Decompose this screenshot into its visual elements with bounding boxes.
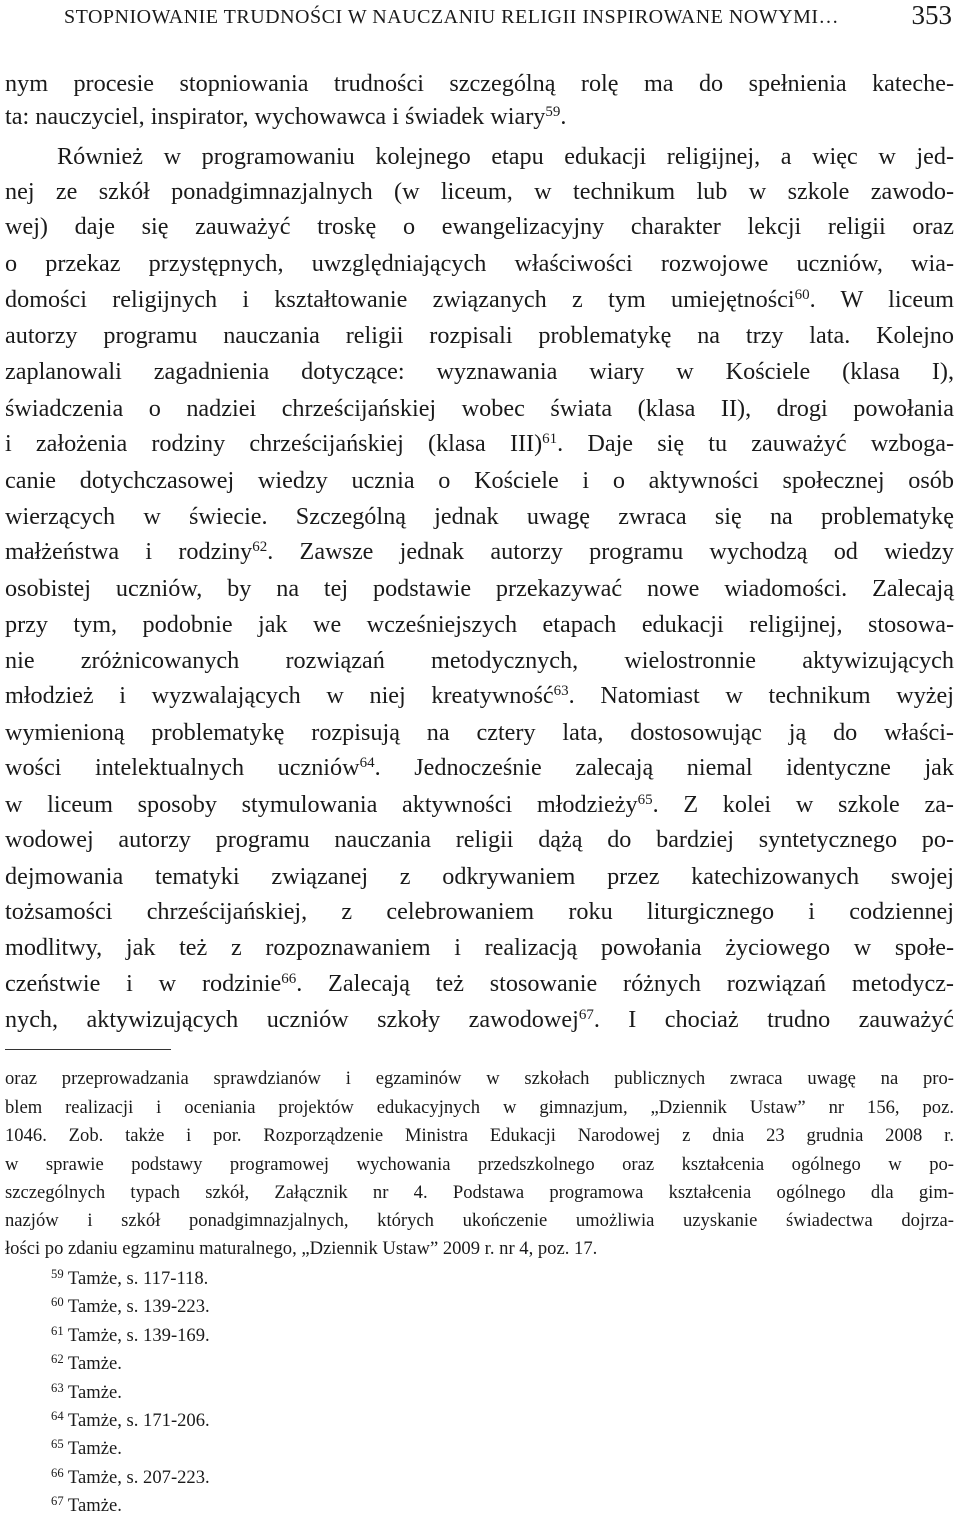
body-line: dejmowania tematyki związanej z odkrywaniem przez katechizowanych swojej (5, 863, 954, 890)
footnote-number: 60 (51, 1294, 64, 1309)
footnote (51, 1267, 208, 1291)
footnote-line: szczególnych typach szkół, Załącznik nr 4. Podstawa programowa kształcenia ogólnego dla gim- (5, 1182, 954, 1203)
footnote-number: 65 (51, 1436, 64, 1451)
body-line: świadczenia o nadziei chrześcijańskiej wobec świata (klasa II), drogi powołania (5, 395, 954, 422)
footnote-separator (5, 1049, 171, 1050)
footnote (51, 1352, 122, 1376)
footnote-text: Tamże, s. 117-118. (63, 1268, 209, 1289)
footnote-text: Tamże. (63, 1382, 122, 1403)
body-line: canie dotychczasowej wiedzy ucznia o Kościele i o aktywności społecznej osób (5, 467, 954, 494)
footnote (51, 1494, 122, 1518)
body-line: Również w programowaniu kolejnego etapu edukacji religijnej, a więc w jed- (57, 143, 954, 170)
body-line: autorzy programu nauczania religii rozpisali problematykę na trzy lata. Kolejno (5, 322, 954, 349)
body-line: wymienioną problematykę rozpisują na cztery lata, dostosowując ją do właści- (5, 719, 954, 746)
footnote-text: Tamże, s. 139-223. (63, 1296, 210, 1317)
footnote-number: 66 (51, 1465, 64, 1480)
body-line: domości religijnych i kształtowanie związanych z tym umiejętności$^{60}$. W liceum (5, 286, 954, 313)
footnote-ref: 64 (359, 754, 375, 771)
footnote-ref: 59 (545, 103, 561, 120)
footnote-number: 64 (51, 1408, 64, 1423)
footnote-ref: 65 (637, 791, 653, 808)
footnote-number: 67 (51, 1493, 64, 1508)
footnote-line: oraz przeprowadzania sprawdzianów i egzaminów w szkołach publicznych zwraca uwagę na pro- (5, 1068, 954, 1089)
footnote-number: 61 (51, 1323, 64, 1338)
footnote (51, 1466, 210, 1490)
body-line: nie zróżnicowanych rozwiązań metodycznych, wielostronnie aktywizujących (5, 647, 954, 674)
footnote-number: 59 (51, 1266, 64, 1281)
body-line: zaplanowali zagadnienia dotyczące: wyznawania wiary w Kościele (klasa I), (5, 358, 954, 385)
footnote-text: Tamże. (63, 1495, 122, 1516)
body-line: wierzących w świecie. Szczególną jednak uwagę zwraca się na problematykę (5, 503, 954, 530)
footnote-line: nazjów i szkół ponadgimnazjalnych, których ukończenie umożliwia uzyskanie świadectwa dojrza- (5, 1210, 954, 1231)
footnote-ref: 61 (542, 430, 558, 447)
body-line: nych, aktywizujących uczniów szkoły zawodowej$^{67}$. I chociaż trudno zauważyć (5, 1006, 954, 1033)
footnote-text: Tamże. (63, 1438, 122, 1459)
body-line: o przekaz przystępnych, uwzględniających właściwości rozwojowe uczniów, wia- (5, 250, 954, 277)
footnote-line: w sprawie podstawy programowej wychowania przedszkolnego oraz kształcenia ogólnego w po- (5, 1154, 954, 1175)
body-line: wej) daje się zauważyć troskę o ewangelizacyjny charakter lekcji religii oraz (5, 213, 954, 240)
footnote (51, 1381, 122, 1405)
footnote (51, 1295, 210, 1319)
footnote-line: 1046. Zob. także i por. Rozporządzenie Ministra Edukacji Narodowej z dnia 23 grudnia 2008 r. (5, 1125, 954, 1146)
footnote-text: Tamże, s. 171-206. (63, 1410, 210, 1431)
footnote-text: Tamże, s. 207-223. (63, 1467, 210, 1488)
body-line: w liceum sposoby stymulowania aktywności młodzieży$^{65}$. Z kolei w szkole za- (5, 791, 954, 818)
footnote (51, 1437, 122, 1461)
footnote (51, 1409, 210, 1433)
body-line: czeństwie i w rodzinie$^{66}$. Zalecają też stosowanie różnych rozwiązań metodycz- (5, 970, 954, 997)
footnote-ref: 67 (578, 1006, 594, 1023)
footnote-ref: 66 (281, 970, 297, 987)
body-line: i założenia rodziny chrześcijańskiej (klasa III)$^{61}$. Daje się tu zauważyć wzboga- (5, 430, 954, 457)
body-line: wości intelektualnych uczniów$^{64}$. Jednocześnie zalecają niemal identyczne jak (5, 754, 954, 781)
body-line: tożsamości chrześcijańskiej, z celebrowaniem roku liturgicznego i codziennej (5, 898, 954, 925)
body-line: nym procesie stopniowania trudności szczególną rolę ma do spełnienia kateche- (5, 70, 954, 97)
body-line: młodzież i wyzwalających w niej kreatywność$^{63}$. Natomiast w technikum wyżej (5, 682, 954, 709)
footnote-ref: 62 (252, 538, 268, 555)
body-line: osobistej uczniów, by na tej podstawie przekazywać nowe wiadomości. Zalecają (5, 575, 954, 602)
body-line: przy tym, podobnie jak we wcześniejszych etapach edukacji religijnej, stosowa- (5, 611, 954, 638)
footnote (51, 1324, 210, 1348)
footnote-line: blem realizacji i oceniania projektów edukacyjnych w gimnazjum, „Dziennik Ustaw” nr 156, poz. (5, 1097, 954, 1118)
body-line: nej ze szkół ponadgimnazjalnych (w liceum, w technikum lub w szkole zawodo- (5, 178, 954, 205)
footnote-number: 62 (51, 1351, 64, 1366)
page-number: 353 (911, 0, 952, 30)
footnote-line: łości po zdaniu egzaminu maturalnego, „Dziennik Ustaw” 2009 r. nr 4, poz. 17. (5, 1238, 598, 1259)
footnote-ref: 63 (553, 682, 569, 699)
body-line: wodowej autorzy programu nauczania religii dążą do bardziej syntetycznego po- (5, 826, 954, 853)
running-head (64, 0, 954, 32)
body-line: modlitwy, jak też z rozpoznawaniem i realizacją powołania życiowego w społe- (5, 934, 954, 961)
body-line: ta: nauczyciel, inspirator, wychowawca i świadek wiary$^{59}$. (5, 103, 567, 130)
footnote-ref: 60 (794, 286, 810, 303)
running-head-title: STOPNIOWANIE TRUDNOŚCI W NAUCZANIU RELIGII INSPIROWANE NOWYMI… (64, 6, 840, 28)
footnote-text: Tamże. (63, 1353, 122, 1374)
footnote-number: 63 (51, 1380, 64, 1395)
body-line: małżeństwa i rodziny$^{62}$. Zawsze jednak autorzy programu wychodzą od wiedzy (5, 538, 954, 565)
footnote-text: Tamże, s. 139-169. (63, 1325, 210, 1346)
